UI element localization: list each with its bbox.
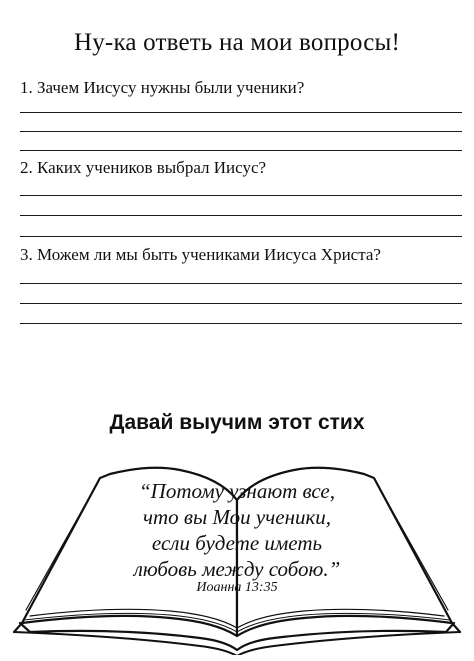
answer-line xyxy=(20,283,462,284)
question-3: 3. Можем ли мы быть учениками Иисуса Христа? xyxy=(20,245,381,264)
verse-line-3: если будете иметь xyxy=(151,531,323,555)
verse-line-2: что вы Мои ученики, xyxy=(142,505,332,529)
verse-line-1: “Потому узнают все, xyxy=(138,479,335,503)
question-1: 1. Зачем Иисусу нужны были ученики? xyxy=(20,78,305,97)
worksheet-title: Ну-ка ответь на мои вопросы! xyxy=(73,29,401,56)
answer-line xyxy=(20,150,462,151)
verse-reference: Иоанна 13:35 xyxy=(196,580,278,595)
question-2: 2. Каких учеников выбрал Иисус? xyxy=(20,158,267,177)
memory-verse-heading: Давай выучим этот стих xyxy=(109,411,365,434)
answer-line xyxy=(20,195,462,196)
verse-line-4: любовь между собою.” xyxy=(133,557,341,581)
answer-line xyxy=(20,112,462,113)
answer-line xyxy=(20,303,462,304)
answer-line xyxy=(20,215,462,216)
answer-line xyxy=(20,236,462,237)
answer-line xyxy=(20,323,462,324)
answer-line xyxy=(20,131,462,132)
